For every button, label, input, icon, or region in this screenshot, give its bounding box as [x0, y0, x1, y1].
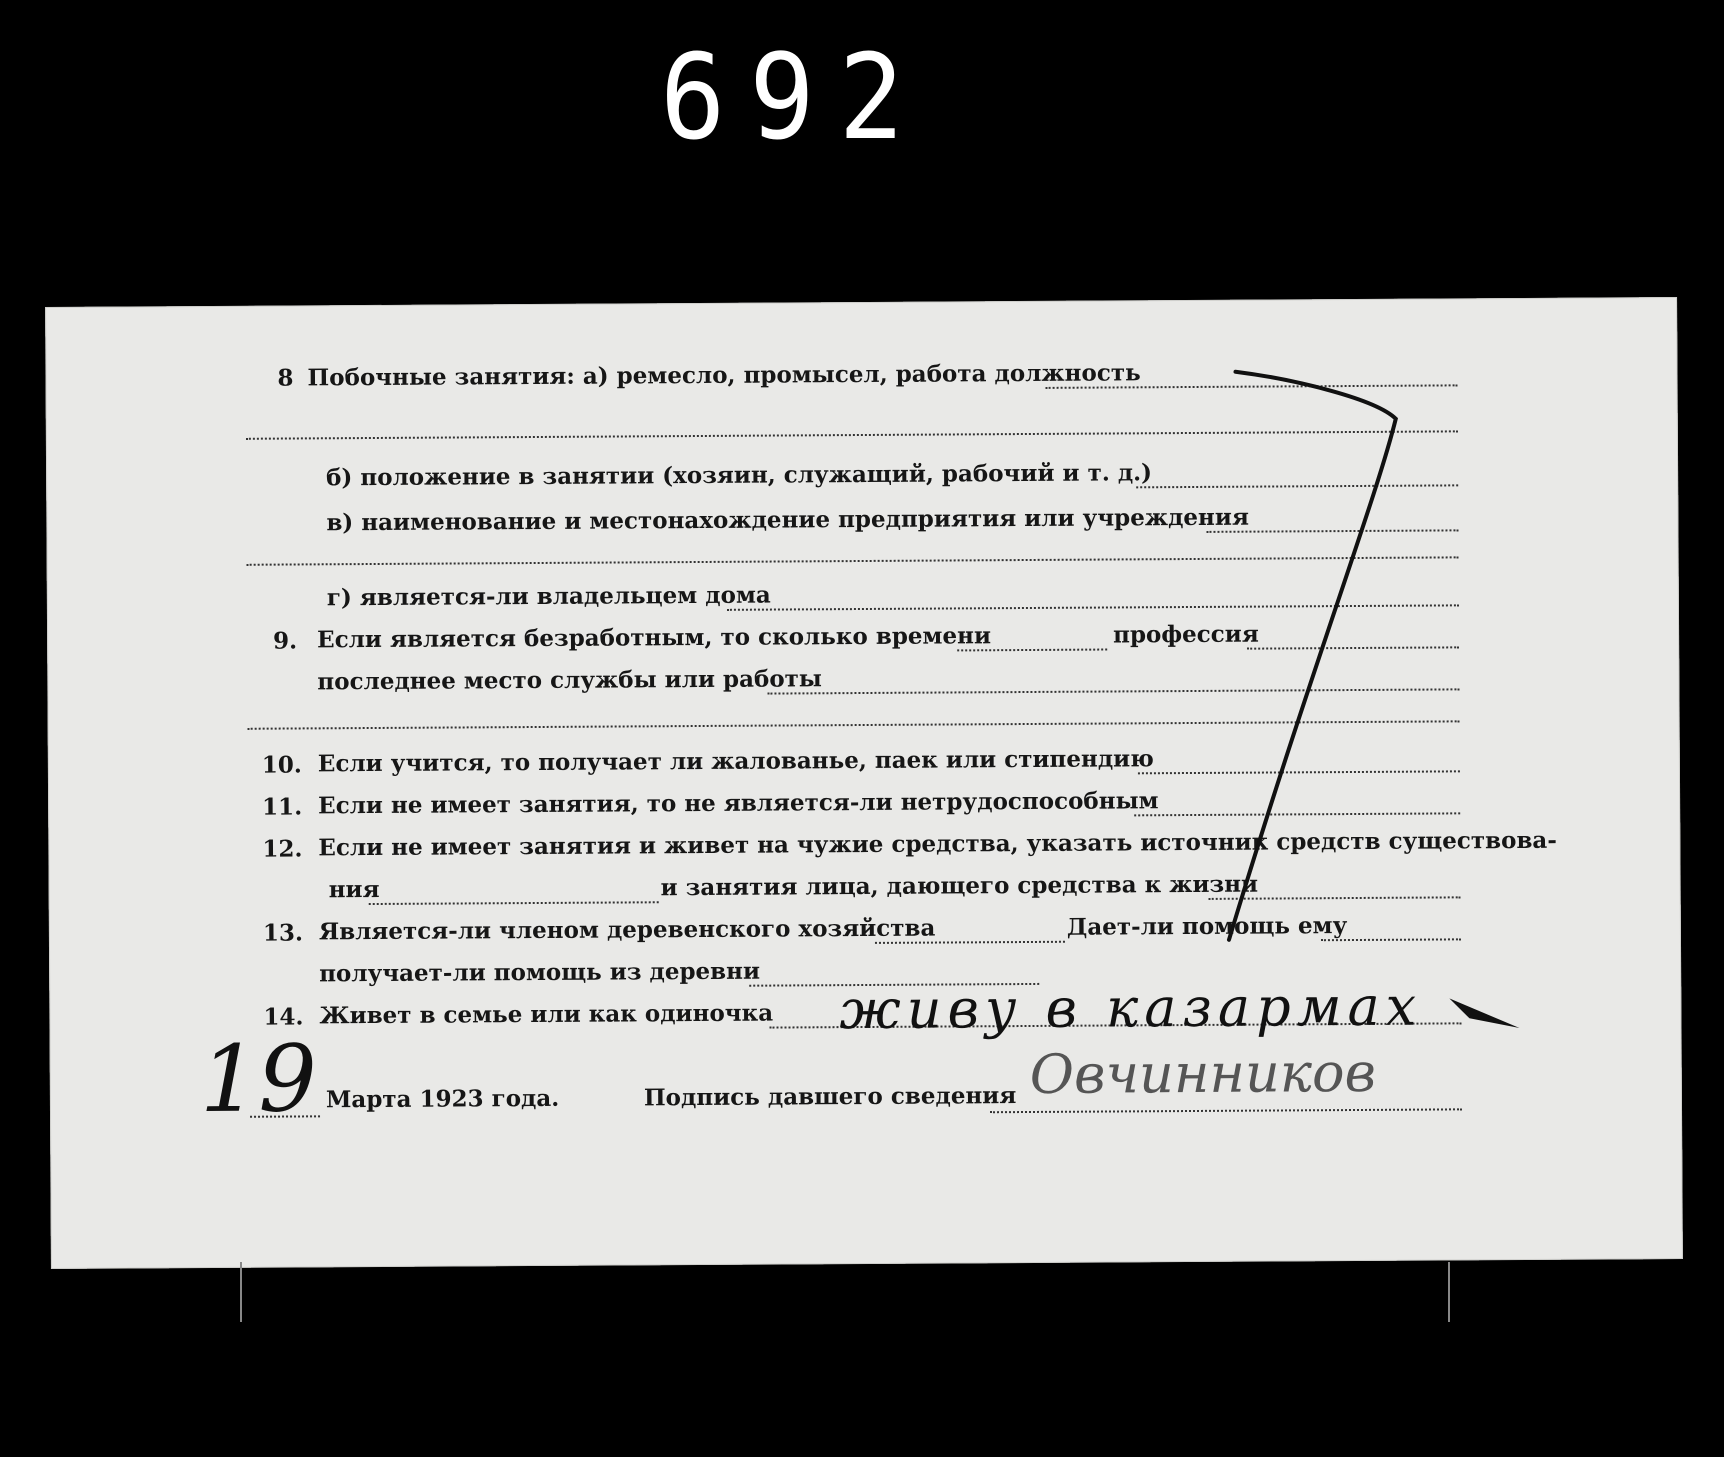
q8-number: 8: [277, 364, 294, 392]
q13-text-a: Является-ли членом деревенского хозяйства: [318, 914, 936, 946]
q11-text: Если не имеет занятия, то не является-ли нетрудоспособным: [318, 787, 1159, 820]
q12-number: 12.: [262, 835, 303, 863]
q12-text-line1: Если не имеет занятия и живет на чужие средства, указать источник средств существова-: [318, 826, 1557, 862]
q13-text-b: Дает-ли помощь ему: [1066, 912, 1348, 941]
q13-text-line2: получает-ли помощь из деревни: [319, 957, 761, 988]
q14-handwritten-answer: живу в казармах: [839, 974, 1423, 1042]
q9-text-line2: последнее место службы или работы: [317, 665, 823, 696]
footer-handwritten-day: 19: [199, 1025, 318, 1134]
q12-text-line2a: ния: [328, 875, 380, 904]
frame-number: 692: [660, 28, 928, 166]
footer-month-year: Марта 1923 года.: [325, 1084, 560, 1114]
q13-number: 13.: [262, 919, 304, 947]
q14-number: 14.: [263, 1003, 304, 1031]
q9-text-a: Если является безработным, то сколько времени: [317, 622, 992, 654]
film-mark-left: [240, 1262, 242, 1322]
q8c-text: в) наименование и местонахождение предприятия или учреждения: [326, 503, 1249, 537]
q11-number: 11.: [262, 793, 303, 821]
q8b-text: б) положение в занятии (хозяин, служащий, рабочий и т. д.): [326, 459, 1153, 492]
q12-text-line2b: и занятия лица, дающего средства к жизни: [660, 870, 1259, 902]
q10-text: Если учится, то получает ли жалованье, паек или стипендию: [317, 745, 1154, 778]
census-form-card: [45, 297, 1683, 1269]
film-mark-right: [1448, 1262, 1450, 1322]
q14-text: Живет в семье или как одиночка: [319, 999, 774, 1030]
footer-handwritten-signature: Овчинников: [1029, 1040, 1377, 1106]
footer-signature-label: Подпись давшего сведения: [643, 1082, 1017, 1112]
q9-number: 9.: [273, 627, 298, 655]
pen-mark-seven: [45, 297, 1683, 1269]
q8a-text: Побочные занятия: а) ремесло, промысел, работа должность: [307, 359, 1141, 392]
q8d-text: г) является-ли владельцем дома: [326, 581, 771, 612]
q9-text-b: профессия: [1113, 620, 1259, 649]
q10-number: 10.: [261, 751, 302, 779]
